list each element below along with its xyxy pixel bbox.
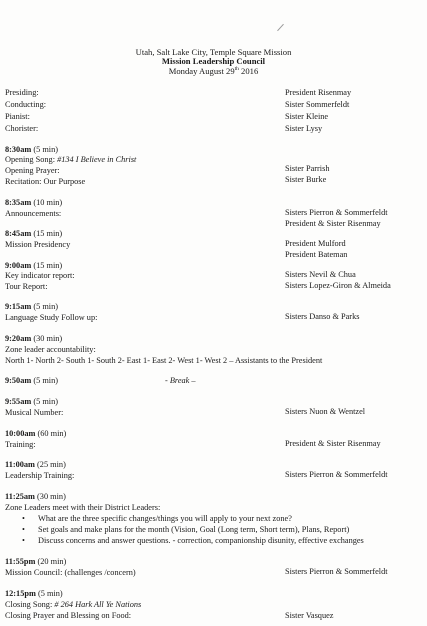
agenda-time-845: 8:45am (15 min) [5, 229, 63, 238]
meeting-date: Monday August 29th 2016 [168, 65, 259, 76]
announcements-name-2: President & Sister Risenmay [285, 219, 381, 228]
role-label-chorister: Chorister: [5, 124, 39, 133]
zone-leader-accountability-label: Zone leader accountability: [5, 345, 96, 354]
bullet-text: What are the three specific changes/things you will apply to your next zone? [38, 514, 292, 523]
closing-prayer-label: Closing Prayer and Blessing on Food: [5, 611, 132, 620]
district-leaders-label: Zone Leaders meet with their District Leaders: [5, 503, 161, 512]
announcements-name-1: Sisters Pierron & Sommerfeldt [285, 208, 388, 217]
agenda-time-920: 9:20am (30 min) [5, 334, 63, 343]
leadership-training-name: Sisters Pierron & Sommerfeldt [285, 470, 388, 479]
bullet-icon: • [22, 514, 25, 523]
role-label-pianist: Pianist: [5, 112, 30, 121]
mission-council-name: Sisters Pierron & Sommerfeldt [285, 567, 388, 576]
agenda-time-950: 9:50am (5 min) [5, 376, 59, 385]
agenda-time-955: 9:55am (5 min) [5, 397, 59, 406]
leadership-training-label: Leadership Training: [5, 471, 75, 480]
opening-prayer-name: Sister Parrish [285, 164, 330, 173]
mission-presidency-name-2: President Bateman [285, 250, 348, 259]
zone-list: North 1- North 2- South 1- South 2- East 1- East 2- West 1- West 2 – Assistants to the President [5, 356, 323, 365]
role-label-conducting: Conducting: [5, 100, 47, 109]
agenda-time-835: 8:35am (10 min) [5, 198, 63, 207]
bullet-icon: • [22, 525, 25, 534]
pen-mark [277, 24, 284, 31]
training-label: Training: [5, 440, 36, 449]
agenda-time-830: 8:30am (5 min) [5, 145, 59, 154]
training-name: President & Sister Risenmay [285, 439, 381, 448]
document-title: Mission Leadership Council [161, 56, 266, 67]
break-label: - Break – [165, 376, 196, 385]
musical-number-name: Sisters Nuon & Wentzel [285, 407, 366, 416]
opening-song: Opening Song: #134 I Believe in Christ [5, 155, 137, 164]
recitation-name: Sister Burke [285, 175, 327, 184]
document-header [0, 48, 427, 76]
tour-report-name: Sisters Lopez-Giron & Almeida [285, 281, 391, 290]
key-indicator-name: Sisters Nevil & Chua [285, 270, 356, 279]
bullet-icon: • [22, 536, 25, 545]
role-name-pianist: Sister Kleine [285, 112, 329, 121]
bullet-text: Discuss concerns and answer questions. - correction, companionship disunity, effective exchanges [38, 536, 364, 545]
mission-council-label: Mission Council: (challenges /concern) [5, 568, 136, 577]
tour-report-label: Tour Report: [5, 282, 48, 291]
agenda-time-915: 9:15am (5 min) [5, 302, 59, 311]
agenda-time-1100: 11:00am (25 min) [5, 460, 66, 469]
role-label-presiding: Presiding: [5, 88, 39, 97]
language-study-label: Language Study Follow up: [5, 313, 98, 322]
agenda-time-1215: 12:15pm (5 min) [5, 589, 63, 598]
closing-prayer-name: Sister Vasquez [285, 611, 334, 620]
role-name-chorister: Sister Lysy [285, 124, 323, 133]
mission-location: Utah, Salt Lake City, Temple Square Mission [135, 47, 292, 57]
agenda-time-900: 9:00am (15 min) [5, 261, 63, 270]
key-indicator-label: Key indicator report: [5, 271, 75, 280]
bullet-text: Set goals and make plans for the month (Vision, Goal (Long term, Short term), Plans, Report) [38, 525, 350, 534]
recitation-label: Recitation: Our Purpose [5, 177, 86, 186]
agenda-time-1000: 10:00am (60 min) [5, 429, 67, 438]
agenda-time-1125: 11:25am (30 min) [5, 492, 66, 501]
closing-song: Closing Song: # 264 Hark All Ye Nations [5, 600, 142, 609]
musical-number-label: Musical Number: [5, 408, 64, 417]
agenda-time-1155: 11:55pm (20 min) [5, 557, 67, 566]
mission-presidency-name-1: President Mulford [285, 239, 346, 248]
mission-presidency-label: Mission Presidency [5, 240, 71, 249]
role-name-presiding: President Risenmay [285, 88, 352, 97]
role-name-conducting: Sister Sommerfeldt [285, 100, 350, 109]
opening-prayer-label: Opening Prayer: [5, 166, 60, 175]
language-study-name: Sisters Danso & Parks [285, 312, 360, 321]
announcements-label: Announcements: [5, 209, 62, 218]
